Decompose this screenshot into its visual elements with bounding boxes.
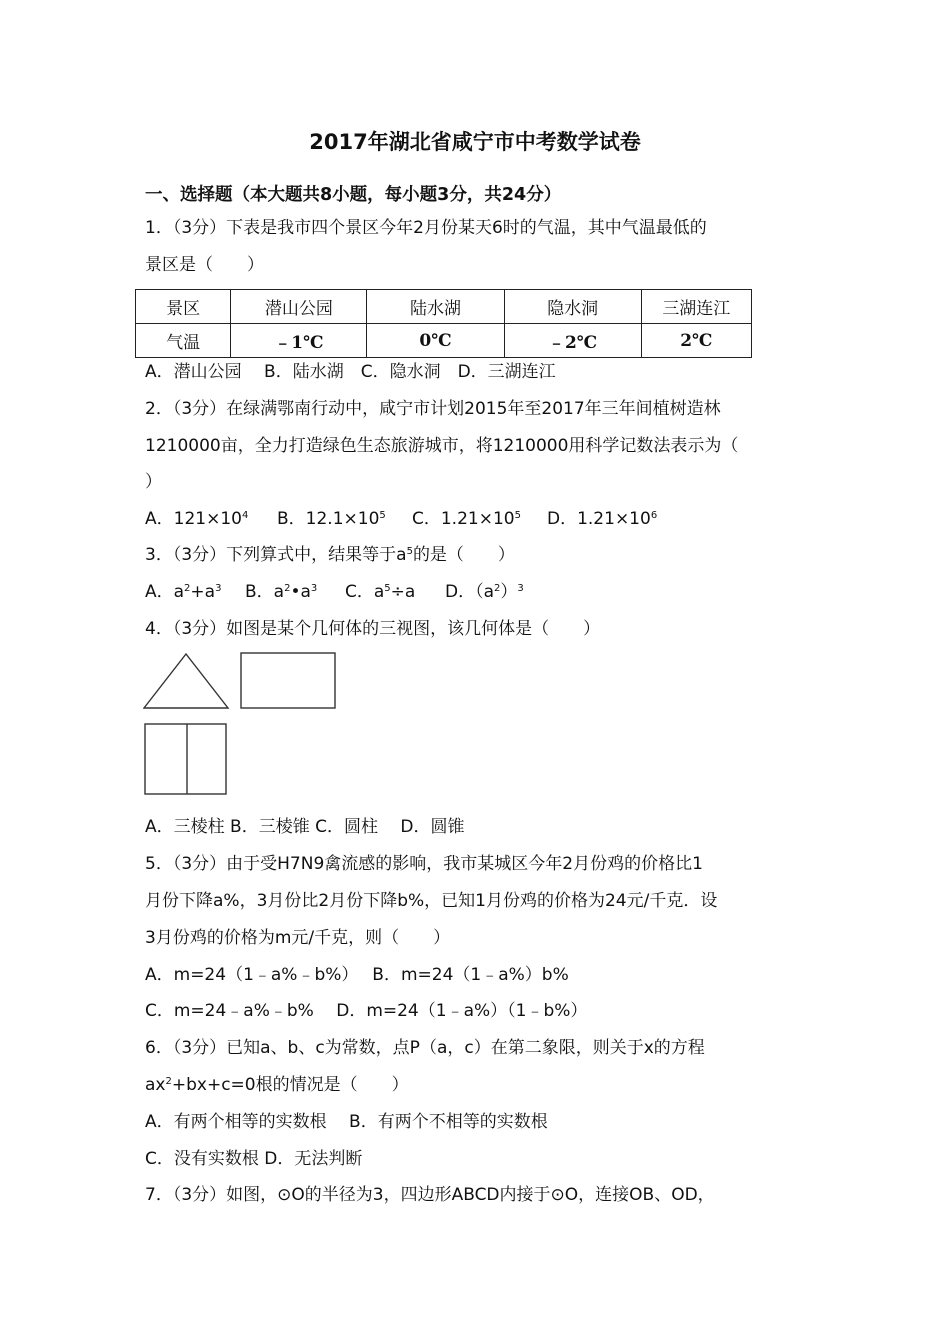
q6-options-cd: C．没有实数根 D．无法判断 [145, 1149, 363, 1169]
table-cell: ﹣2℃ [504, 324, 641, 358]
table-cell: 0℃ [367, 324, 504, 358]
table-cell: 潜山公园 [231, 290, 367, 324]
side-view-rectangle [241, 653, 335, 708]
q5-options-cd: C．m=24﹣a%﹣b% D．m=24（1﹣a%）（1﹣b%） [145, 1001, 588, 1021]
exponent: 4 [241, 510, 249, 521]
top-view-rectangle [145, 724, 226, 794]
q6-options-ab: A．有两个相等的实数根 B．有两个不相等的实数根 [145, 1112, 548, 1132]
stem-text: 3．（3分）下列算式中，结果等于a [145, 545, 407, 565]
q2-stem-line3: ） [145, 472, 162, 492]
q2-stem-line1: 2．（3分）在绿满鄂南行动中，咸宁市计划2015年至2017年三年间植树造林 [145, 399, 721, 419]
table-header-row [136, 290, 752, 324]
option-text: D．1.21×10 [547, 509, 651, 529]
option-text: A．121×10 [145, 509, 242, 529]
option-text: •a [290, 582, 311, 602]
table-row [136, 324, 752, 358]
table-cell: 气温 [136, 324, 231, 358]
q1-stem-line1: 1．（3分）下表是我市四个景区今年2月份某天6时的气温，其中气温最低的 [145, 218, 707, 238]
exponent: 2 [165, 1076, 172, 1087]
q3-option-d [445, 580, 524, 604]
exponent: 3 [517, 583, 524, 594]
q5-options-ab: A．m=24（1﹣a%﹣b%） B．m=24（1﹣a%）b% [145, 965, 569, 985]
exponent: 2 [494, 583, 501, 594]
exponent: 3 [215, 583, 222, 594]
table-cell: 2℃ [641, 324, 751, 358]
option-text: D．（a [445, 582, 495, 602]
exponent: 3 [310, 583, 318, 594]
q4-stem: 4．（3分）如图是某个几何体的三视图，该几何体是（ ） [145, 619, 601, 639]
q2-option-d [547, 507, 657, 531]
option-text: B．a [245, 582, 285, 602]
q1-options: A．潜山公园 B．陆水湖 C．隐水洞 D．三湖连江 [145, 362, 556, 382]
exponent: 5 [514, 510, 521, 521]
exponent: 6 [650, 510, 658, 521]
table-cell: ﹣1℃ [231, 324, 367, 358]
stem-text: ax [145, 1075, 166, 1095]
option-text: C．a [345, 582, 385, 602]
exponent: 5 [406, 546, 413, 557]
exponent: 5 [379, 510, 386, 521]
q6-stem-line2 [145, 1073, 409, 1097]
q5-stem-line2: 月份下降a%，3月份比2月份下降b%，已知1月份鸡的价格为24元/千克．设 [145, 891, 718, 911]
q3-stem [145, 543, 515, 567]
page-title: 2017年湖北省咸宁市中考数学试卷 [309, 130, 641, 154]
option-text: ÷a [390, 582, 416, 602]
front-view-triangle [144, 654, 228, 708]
stem-text: 的是（ ） [412, 545, 515, 565]
q6-stem-line1: 6．（3分）已知a、b、c为常数，点P（a，c）在第二象限，则关于x的方程 [145, 1038, 705, 1058]
q5-stem-line1: 5．（3分）由于受H7N9禽流感的影响，我市某城区今年2月份鸡的价格比1 [145, 854, 703, 874]
q7-stem-line1: 7．（3分）如图，⊙O的半径为3，四边形ABCD内接于⊙O，连接OB、OD， [145, 1185, 715, 1205]
section-heading: 一、选择题（本大题共8小题，每小题3分，共24分） [145, 185, 562, 205]
table-cell: 景区 [136, 290, 231, 324]
q3-option-b [245, 580, 317, 604]
exponent: 5 [384, 583, 391, 594]
q2-option-b [277, 507, 386, 531]
three-view-figure [143, 651, 343, 797]
temperature-table [135, 289, 752, 358]
q2-option-c [412, 507, 521, 531]
q3-option-c [345, 580, 415, 604]
option-text: ） [500, 582, 518, 602]
q5-stem-line3: 3月份鸡的价格为m元/千克，则（ ） [145, 928, 451, 948]
exponent: 2 [184, 583, 191, 594]
option-text: C．1.21×10 [412, 509, 515, 529]
q2-option-a [145, 507, 248, 531]
option-text: B．12.1×10 [277, 509, 380, 529]
q3-option-a [145, 580, 221, 604]
table-cell: 隐水洞 [504, 290, 641, 324]
table-cell: 陆水湖 [367, 290, 504, 324]
q4-options: A．三棱柱 B．三棱锥 C．圆柱 D．圆锥 [145, 817, 465, 837]
option-text: +a [190, 582, 216, 602]
q1-stem-line2: 景区是（ ） [145, 255, 264, 275]
option-text: A．a [145, 582, 185, 602]
stem-text: +bx+c=0根的情况是（ ） [171, 1075, 409, 1095]
q2-stem-line2: 1210000亩，全力打造绿色生态旅游城市，将1210000用科学记数法表示为（ [145, 436, 739, 456]
table-cell: 三湖连江 [641, 290, 751, 324]
exponent: 2 [284, 583, 291, 594]
